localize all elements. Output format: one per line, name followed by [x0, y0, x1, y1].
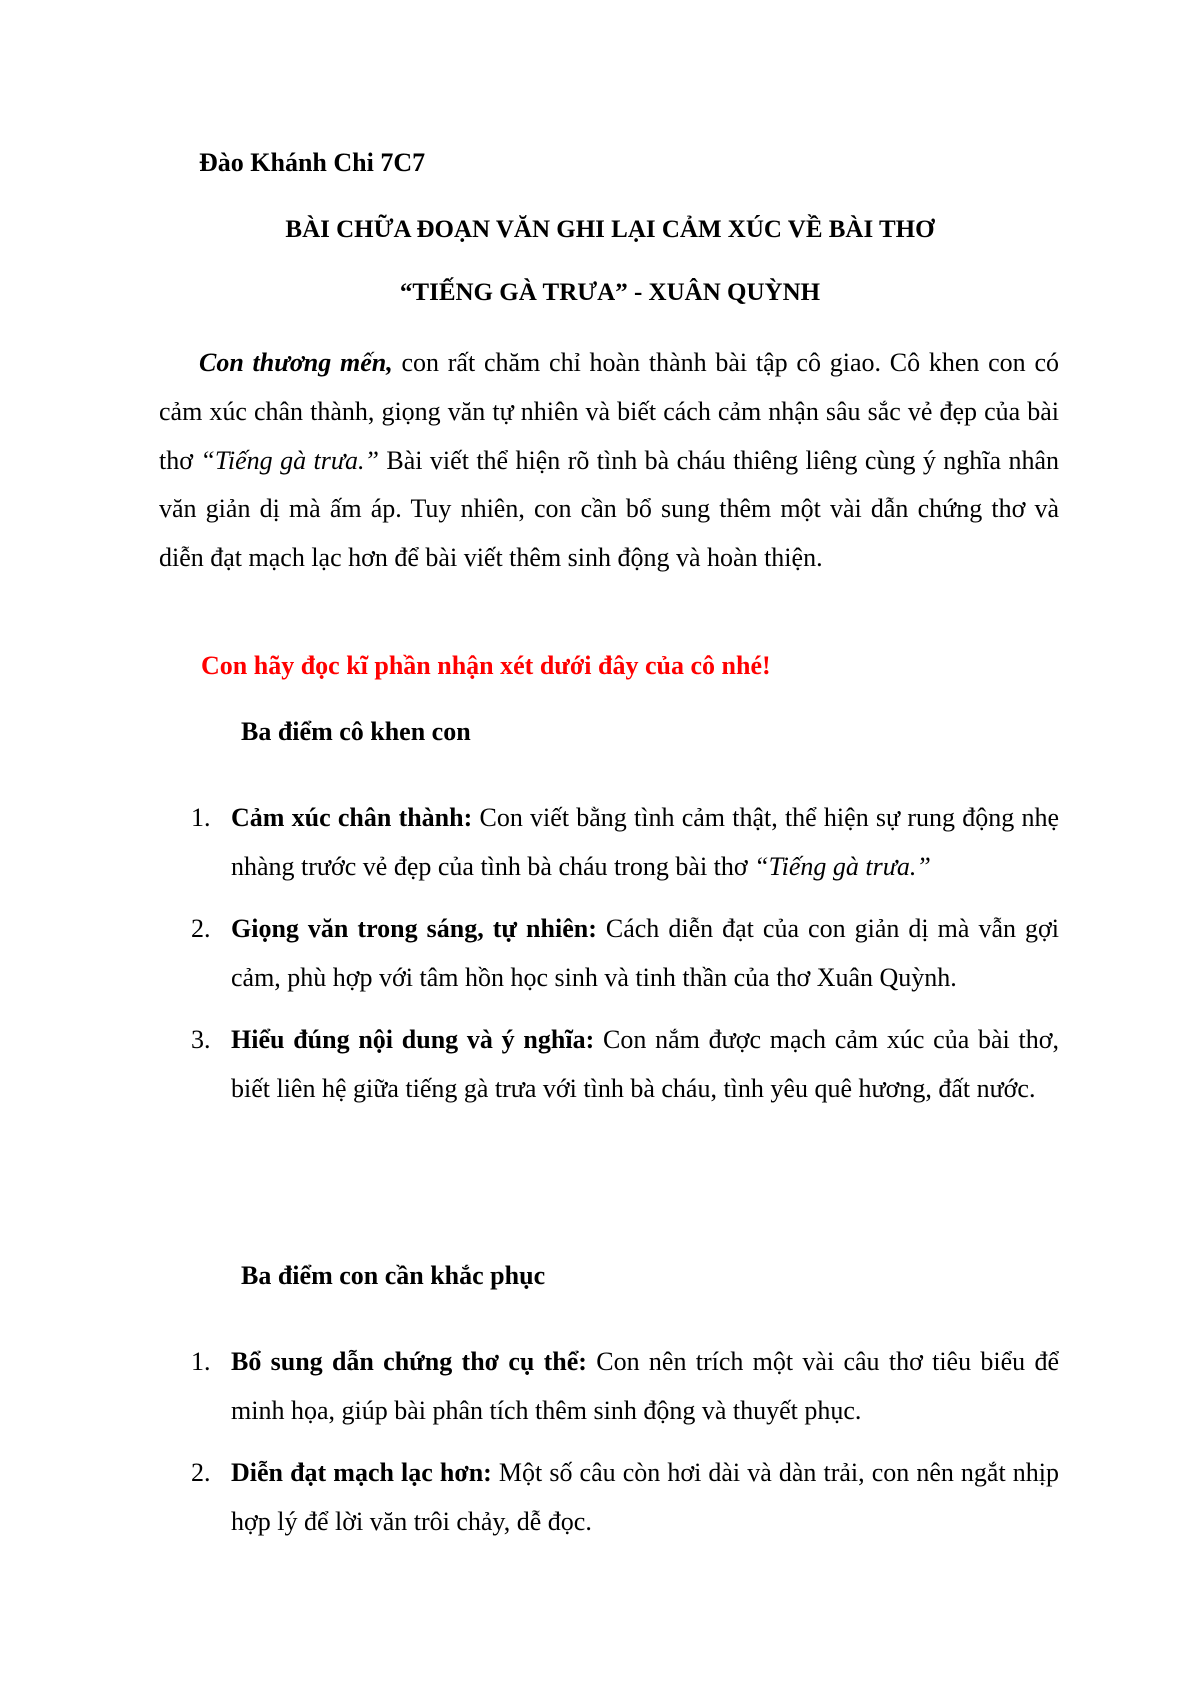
document-title-line-1: BÀI CHỮA ĐOẠN VĂN GHI LẠI CẢM XÚC VỀ BÀI THƠ	[285, 216, 935, 243]
list-item-lead: Bổ sung dẫn chứng thơ cụ thể:	[231, 1347, 587, 1376]
list-item-number: 3.	[191, 1025, 211, 1054]
list-item	[0, 1338, 1200, 1435]
list-item-lead: Cảm xúc chân thành:	[231, 803, 473, 832]
intro-poem-reference: “Tiếng gà trưa.”	[200, 445, 379, 475]
list-item-text: Con nắm được mạch cảm xúc của bài thơ, biết liên hệ giữa tiếng gà trưa với tình bà cháu, tình yêu quê hương, đất nước.	[231, 1025, 1059, 1103]
list-item-number: 2.	[191, 1458, 211, 1487]
intro-text-2: Bài viết thể hiện rõ tình bà cháu thiêng liêng cùng ý nghĩa nhân văn giản dị mà ấm áp. Tuy nhiên, con cần bổ sung thêm một vài dẫn chứng thơ và diễn đạt mạch lạc hơn để bài viết thêm sinh động và hoàn thiện.	[159, 445, 1060, 573]
list-item-body	[231, 905, 1059, 1002]
list-item-body	[231, 1449, 1059, 1546]
praise-heading: Ba điểm cô khen con	[241, 717, 471, 746]
praise-list	[0, 794, 1200, 1127]
intro-text-1: con rất chăm chỉ hoàn thành bài tập cô giao. Cô khen con có cảm xúc chân thành, giọng văn tự nhiên và biết cách cảm nhận sâu sắc vẻ đẹp của bài thơ	[159, 348, 1059, 475]
list-item-italic: “Tiếng gà trưa.”	[754, 851, 931, 881]
list-item-text: Con nên trích một vài câu thơ tiêu biểu để minh họa, giúp bài phân tích thêm sinh động và thuyết phục.	[231, 1347, 1059, 1425]
red-instruction-note: Con hãy đọc kĩ phần nhận xét dưới đây của cô nhé!	[201, 651, 771, 680]
list-item-text: Một số câu còn hơi dài và dàn trải, con nên ngắt nhịp hợp lý để lời văn trôi chảy, dễ đọc.	[231, 1458, 1060, 1536]
list-item	[0, 794, 1200, 891]
list-item	[0, 905, 1200, 1002]
intro-paragraph	[159, 339, 1059, 583]
list-item-number: 2.	[191, 914, 211, 943]
list-item-lead: Hiểu đúng nội dung và ý nghĩa:	[231, 1025, 595, 1054]
list-item-text: Con viết bằng tình cảm thật, thể hiện sự rung động nhẹ nhàng trước vẻ đẹp của tình bà cháu trong bài thơ	[231, 803, 1059, 881]
list-item-number: 1.	[191, 803, 211, 832]
author-name: Đào Khánh Chi 7C7	[199, 148, 426, 177]
list-item-body	[231, 1016, 1059, 1113]
list-item-number: 1.	[191, 1347, 211, 1376]
list-item-lead: Diễn đạt mạch lạc hơn:	[231, 1458, 492, 1487]
list-item-body	[231, 1338, 1059, 1435]
intro-greeting: Con thương mến,	[199, 348, 393, 377]
list-item	[0, 1016, 1200, 1113]
list-item	[0, 1449, 1200, 1546]
improve-heading: Ba điểm con cần khắc phục	[241, 1261, 546, 1290]
list-item-text: Cách diễn đạt của con giản dị mà vẫn gợi cảm, phù hợp với tâm hồn học sinh và tinh thần của thơ Xuân Quỳnh.	[231, 914, 1059, 992]
improve-list	[0, 1338, 1200, 1560]
document-title-line-2: “TIẾNG GÀ TRƯA” - XUÂN QUỲNH	[399, 279, 821, 306]
list-item-body	[231, 794, 1059, 891]
list-item-lead: Giọng văn trong sáng, tự nhiên:	[231, 914, 597, 943]
